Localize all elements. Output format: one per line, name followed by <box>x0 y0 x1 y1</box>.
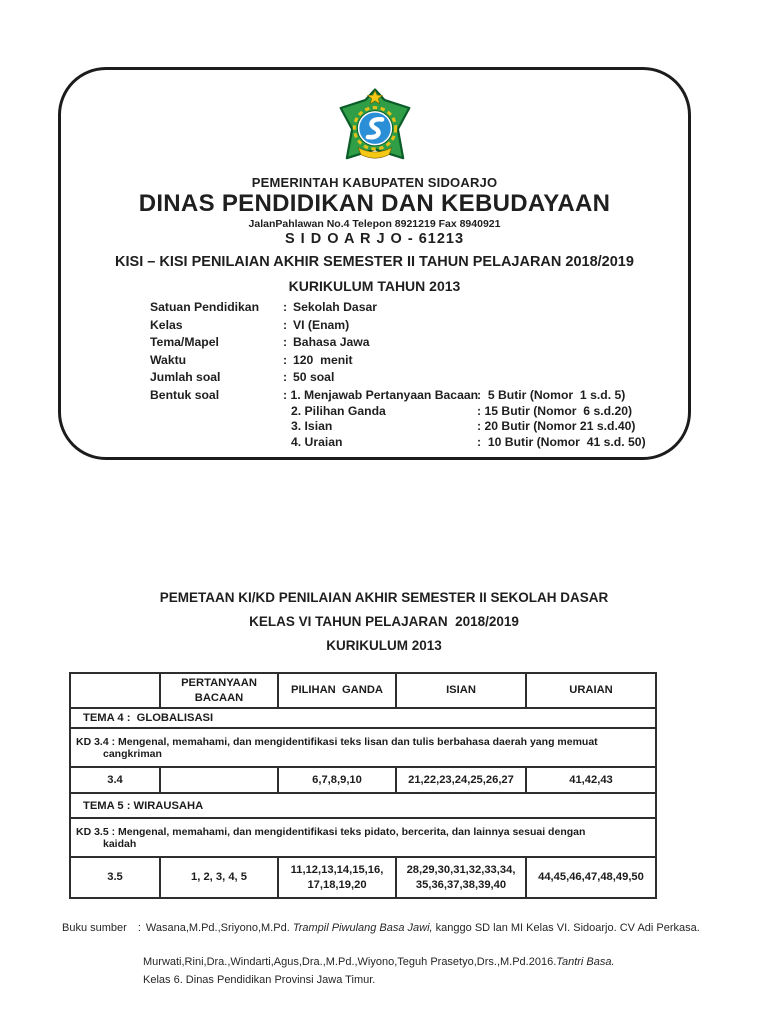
detail-label: Waktu <box>150 352 187 367</box>
kd34-cell <box>70 728 656 767</box>
header-isian: ISIAN <box>396 673 526 708</box>
book-title-italic: Trampil Piwulang Basa Jawi, <box>292 922 433 934</box>
bentuk-item-name: : 1. Menjawab Pertanyaan Bacaan <box>283 387 479 402</box>
tema4-cell: TEMA 4 : GLOBALISASI <box>70 708 656 728</box>
kd34-data-row <box>70 767 656 793</box>
kd35-pilihan-ganda-cell <box>278 857 396 898</box>
tema5-cell: TEMA 5 : WIRAUSAHA <box>70 793 656 818</box>
document-title: KISI – KISI PENILAIAN AKHIR SEMESTER II TAHUN PELAJARAN 2018/2019 <box>115 254 634 270</box>
bentuk-item-name: 2. Pilihan Ganda <box>291 403 386 418</box>
detail-label: Jumlah soal <box>150 370 221 385</box>
book-source-line1 <box>62 922 700 934</box>
header-empty-cell <box>70 673 160 708</box>
bentuk-item-count: : 10 Butir (Nomor 41 s.d. 50) <box>477 435 646 450</box>
detail-row-kelas <box>150 318 688 336</box>
tema4-row <box>70 708 656 728</box>
kd34-bacaan-cell <box>160 767 278 793</box>
mapping-title-line2: KELAS VI TAHUN PELAJARAN 2018/2019 <box>249 614 519 629</box>
detail-label: Kelas <box>150 317 183 332</box>
bentuk-soal-row-1 <box>150 388 688 404</box>
book2-authors: Murwati,Rini,Dra.,Windarti,Agus,Dra.,M.Pd.,Wiyono,Teguh Prasetyo,Drs.,M.Pd.2016. <box>143 956 557 968</box>
detail-separator: : <box>283 352 288 367</box>
detail-row-jumlah-soal <box>150 370 688 388</box>
kd35-isian-cell <box>396 857 526 898</box>
bentuk-soal-row-2 <box>150 404 688 420</box>
sidoarjo-emblem-icon <box>335 86 415 174</box>
kd35-text-line2: kaidah <box>103 837 137 850</box>
agency-city: S I D O A R J O - 61213 <box>284 231 465 247</box>
kd35-pg-line2: 17,18,19,20 <box>307 878 367 891</box>
detail-value: Bahasa Jawa <box>293 335 370 350</box>
book2-title-italic: Tantri Basa. <box>556 956 615 968</box>
tema5-row <box>70 793 656 818</box>
kd35-pg-line1: 11,12,13,14,15,16, <box>290 863 384 876</box>
book-source-label: Buku sumber <box>62 922 127 934</box>
kd35-bacaan-cell: 1, 2, 3, 4, 5 <box>160 857 278 898</box>
kd35-uraian-cell: 44,45,46,47,48,49,50 <box>526 857 656 898</box>
kd35-row <box>70 818 656 857</box>
detail-row-waktu <box>150 353 688 371</box>
kd34-pilihan-ganda-cell: 6,7,8,9,10 <box>278 767 396 793</box>
kd35-text-line1: KD 3.5 : Mengenal, memahami, dan mengidentifikasi teks pidato, bercerita, dan lainnya sesuai dengan <box>76 825 586 838</box>
kd-mapping-table <box>69 672 657 899</box>
mapping-title-line3: KURIKULUM 2013 <box>326 638 442 653</box>
detail-separator: : <box>283 317 288 332</box>
bentuk-item-name: 3. Isian <box>291 419 333 434</box>
table-header-row <box>70 673 656 708</box>
kd35-isian-line1: 28,29,30,31,32,33,34, <box>406 863 516 876</box>
bentuk-soal-row-4 <box>150 435 688 451</box>
detail-value: Sekolah Dasar <box>293 300 378 314</box>
header-pilihan-ganda: PILIHAN GANDA <box>278 673 396 708</box>
detail-label: Satuan Pendidikan <box>150 300 260 314</box>
kd35-number-cell: 3.5 <box>70 857 160 898</box>
detail-value: 50 soal <box>293 370 335 385</box>
agency-address: JalanPahlawan No.4 Telepon 8921219 Fax 8940921 <box>248 218 501 230</box>
detail-value: VI (Enam) <box>293 317 350 332</box>
kd34-number-cell: 3.4 <box>70 767 160 793</box>
detail-label: Bentuk soal <box>150 387 220 402</box>
kd34-isian-cell: 21,22,23,24,25,26,27 <box>396 767 526 793</box>
mapping-title-line1: PEMETAAN KI/KD PENILAIAN AKHIR SEMESTER II SEKOLAH DASAR <box>159 590 609 605</box>
agency-name: DINAS PENDIDIKAN DAN KEBUDAYAAN <box>138 190 611 217</box>
kd34-row <box>70 728 656 767</box>
book-source-line3: Kelas 6. Dinas Pendidikan Provinsi Jawa Timur. <box>143 974 376 986</box>
detail-separator: : <box>283 335 288 350</box>
bentuk-item-count: : 5 Butir (Nomor 1 s.d. 5) <box>477 387 626 402</box>
book-source-publisher: kanggo SD lan MI Kelas VI. Sidoarjo. CV Adi Perkasa. <box>435 922 700 934</box>
kd34-uraian-cell: 41,42,43 <box>526 767 656 793</box>
bentuk-item-count: : 15 Butir (Nomor 6 s.d.20) <box>477 403 633 418</box>
kd34-text-line1: KD 3.4 : Mengenal, memahami, dan mengidentifikasi teks lisan dan tulis berbahasa daerah yang memuat <box>76 735 598 748</box>
government-name: PEMERINTAH KABUPATEN SIDOARJO <box>251 175 498 190</box>
curriculum-title: KURIKULUM TAHUN 2013 <box>288 278 461 294</box>
detail-value: 120 menit <box>293 352 353 367</box>
mapping-heading <box>0 590 768 662</box>
detail-separator: : <box>283 300 288 314</box>
detail-row-satuan <box>150 300 688 318</box>
book-source-authors: Wasana,M.Pd.,Sriyono,M.Pd. <box>145 922 290 934</box>
book-source-separator: : <box>137 922 141 934</box>
detail-row-tema-mapel <box>150 335 688 353</box>
header-pertanyaan-bacaan: PERTANYAAN BACAAN <box>160 673 278 708</box>
book-source-line2 <box>143 956 615 968</box>
kd35-cell <box>70 818 656 857</box>
bentuk-item-name: 4. Uraian <box>291 435 343 450</box>
kd35-isian-line2: 35,36,37,38,39,40 <box>415 878 507 891</box>
exam-details <box>150 300 688 451</box>
sidoarjo-emblem-logo <box>61 86 688 174</box>
kd35-data-row <box>70 857 656 898</box>
letterhead-box <box>58 67 691 460</box>
detail-separator: : <box>283 370 288 385</box>
header-uraian: URAIAN <box>526 673 656 708</box>
detail-label: Tema/Mapel <box>150 335 219 350</box>
kd34-text-line2: cangkriman <box>103 747 162 760</box>
bentuk-soal-row-3 <box>150 419 688 435</box>
bentuk-item-count: : 20 Butir (Nomor 21 s.d.40) <box>477 419 636 434</box>
